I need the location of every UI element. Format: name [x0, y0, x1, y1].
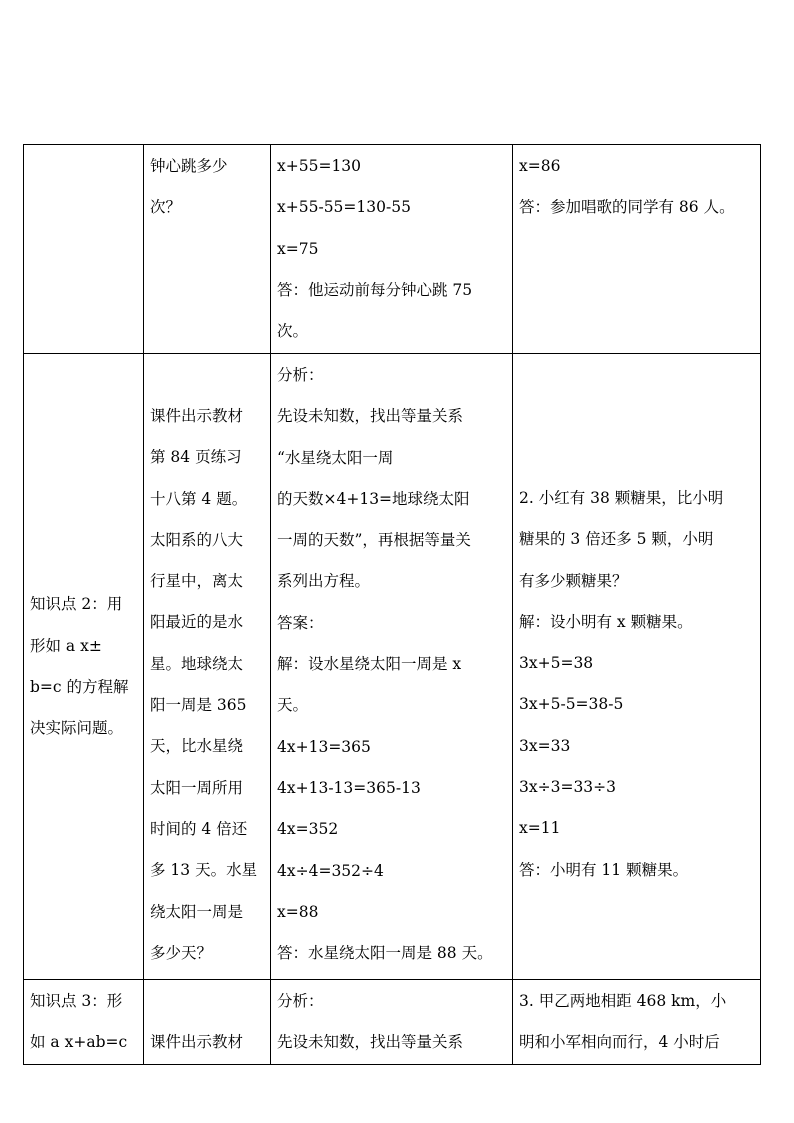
text-line: 知识点 2：用 — [30, 595, 123, 614]
text-line: 先设未知数，找出等量关系 — [277, 407, 464, 426]
text-line: x=11 — [519, 819, 561, 838]
solution-cell — [271, 980, 513, 1065]
solution-cell — [271, 145, 513, 354]
text-line: 决实际问题。 — [30, 719, 124, 738]
text-line: 答：小明有 11 颗糖果。 — [519, 860, 689, 879]
spacer — [519, 355, 760, 396]
text-line: 解：设水星绕太阳一周是 x — [277, 655, 462, 674]
text-line: 解：设小明有 x 颗糖果。 — [519, 612, 693, 631]
text-line: 4x+13=365 — [277, 737, 371, 756]
text-line: 系列出方程。 — [277, 572, 371, 591]
spacer — [519, 437, 760, 478]
text-line: 2. 小红有 38 颗糖果，比小明 — [519, 489, 724, 507]
text-line: 答：水星绕太阳一周是 88 天。 — [277, 944, 493, 963]
text-line: 时间的 4 倍还 — [150, 819, 248, 838]
text-line: 太阳一周所用 — [150, 778, 244, 797]
text-line: 形如 a x± — [30, 636, 102, 655]
text-line: x=86 — [519, 157, 561, 175]
text-line: 十八第 4 题。 — [150, 489, 248, 508]
text-line: 4x÷4=352÷4 — [277, 861, 384, 880]
text-line: “水星绕太阳一周 — [277, 448, 394, 467]
text-line: 多少天？ — [150, 943, 213, 962]
text-line: 4x+13-13=365-13 — [277, 778, 421, 797]
text-line: 的天数×4+13=地球绕太阳 — [277, 489, 470, 508]
text-line: x+55-55=130-55 — [277, 198, 411, 217]
text-line: x+55=130 — [277, 157, 362, 175]
exercise-cell — [513, 145, 761, 354]
table-row — [24, 980, 761, 1065]
text-line: 先设未知数，找出等量关系 — [277, 1033, 464, 1052]
solution-cell — [271, 354, 513, 980]
knowledge-point-cell — [24, 980, 144, 1065]
text-line: 钟心跳多少 — [150, 157, 228, 175]
text-line: 绕太阳一周是 — [150, 902, 244, 921]
text-line: 3. 甲乙两地相距 468 km，小 — [519, 992, 727, 1010]
text-line: 阳一周是 365 — [150, 696, 247, 715]
table-row — [24, 145, 761, 354]
text-line: 糖果的 3 倍还多 5 颗，小明 — [519, 530, 714, 549]
activity-cell — [144, 354, 271, 980]
text-line: 多 13 天。水星 — [150, 861, 258, 880]
text-line: 3x=33 — [519, 736, 571, 755]
text-line: 天，比水星绕 — [150, 737, 244, 756]
knowledge-point-cell — [24, 145, 144, 354]
text-line: 阳最近的是水 — [150, 613, 244, 632]
text-line: 3x+5=38 — [519, 654, 594, 673]
text-line: 4x=352 — [277, 820, 339, 839]
activity-cell — [144, 980, 271, 1065]
text-line: 3x+5-5=38-5 — [519, 695, 624, 714]
text-line: 课件出示教材 — [150, 1033, 244, 1051]
lesson-table — [23, 144, 761, 1065]
text-line: 次？ — [150, 198, 182, 217]
text-line: 答：参加唱歌的同学有 86 人。 — [519, 198, 735, 217]
spacer — [150, 981, 270, 1022]
text-line: 星。地球绕太 — [150, 654, 244, 673]
text-line: 课件出示教材 — [150, 407, 244, 425]
text-line: x=75 — [277, 239, 319, 258]
text-line: 答：他运动前每分钟心跳 75 — [277, 280, 473, 299]
spacer — [519, 396, 760, 437]
spacer — [150, 355, 270, 396]
text-line: 分析： — [277, 992, 324, 1010]
text-line: 第 84 页练习 — [150, 448, 242, 467]
exercise-cell — [513, 354, 761, 980]
text-line: b=c 的方程解 — [30, 678, 129, 696]
activity-cell — [144, 145, 271, 354]
text-line: 如 a x+ab=c — [30, 1033, 128, 1052]
text-line: 太阳系的八大 — [150, 530, 244, 549]
text-line: x=88 — [277, 902, 319, 921]
table-row — [24, 354, 761, 980]
knowledge-point-cell — [24, 354, 144, 980]
text-line: 一周的天数”，再根据等量关 — [277, 531, 471, 550]
text-line: 3x÷3=33÷3 — [519, 778, 617, 797]
text-line: 次。 — [277, 322, 309, 341]
text-line: 分析： — [277, 366, 324, 384]
text-line: 有多少颗糖果？ — [519, 571, 628, 590]
text-line: 行星中，离太 — [150, 572, 244, 591]
exercise-cell — [513, 980, 761, 1065]
text-line: 明和小军相向而行，4 小时后 — [519, 1033, 720, 1052]
text-line: 答案： — [277, 613, 324, 632]
text-line: 天。 — [277, 696, 309, 715]
text-line: 知识点 3：形 — [30, 992, 123, 1010]
